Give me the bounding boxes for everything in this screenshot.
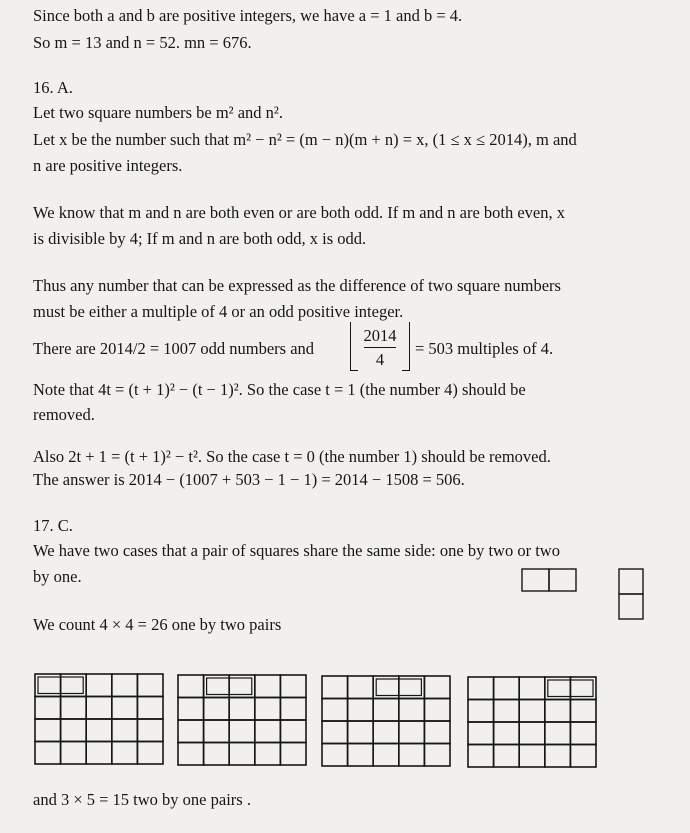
text-line: is divisible by 4; If m and n are both odd, x is odd. — [33, 229, 367, 248]
grid-cell — [322, 744, 348, 767]
question-16-header: 16. A. — [33, 78, 73, 97]
grid-cell — [35, 697, 61, 720]
grid-cell — [229, 698, 255, 721]
grid-cell — [280, 675, 306, 698]
grid-cell — [112, 674, 138, 697]
text-line: Note that 4t = (t + 1)² − (t − 1)². So the case t = 1 (the number 4) should be — [33, 380, 526, 399]
grid-cell — [86, 719, 112, 742]
text-line: We have two cases that a pair of squares share the same side: one by two or two — [33, 541, 560, 560]
grid-cell — [322, 721, 348, 744]
grid-cell — [137, 742, 163, 765]
text-line: Since both a and b are positive integers, we have a = 1 and b = 4. — [33, 6, 463, 25]
grid-cell — [424, 676, 450, 699]
fraction-numerator: 2014 — [363, 326, 397, 345]
grid-cell — [86, 674, 112, 697]
text-line: So m = 13 and n = 52. mn = 676. — [33, 33, 252, 52]
one-by-two-pair-icon — [519, 567, 581, 595]
grid-diagram — [33, 672, 165, 766]
grid-cell — [280, 698, 306, 721]
grid-cell — [112, 719, 138, 742]
grid-cell — [570, 700, 596, 723]
grid-cell — [255, 675, 281, 698]
grid-cell — [468, 700, 494, 723]
grid-cell — [348, 721, 374, 744]
grid-cell — [204, 698, 230, 721]
grid-cell — [61, 719, 87, 742]
grid-cell — [137, 697, 163, 720]
text-line: and 3 × 5 = 15 two by one pairs . — [33, 790, 251, 809]
grid-cell — [255, 743, 281, 766]
text-line: Also 2t + 1 = (t + 1)² − t². So the case t = 0 (the number 1) should be removed. — [33, 447, 551, 466]
grid-cell — [519, 745, 545, 768]
grid-cell — [280, 743, 306, 766]
grid-cell — [229, 720, 255, 743]
grid-cell — [468, 722, 494, 745]
grid-diagram — [176, 673, 308, 767]
grid-cell — [494, 700, 520, 723]
grid-cell — [348, 744, 374, 767]
grid-diagram — [320, 674, 452, 768]
grid-cell — [178, 698, 204, 721]
grid-cell — [468, 745, 494, 768]
grid-cell — [519, 677, 545, 700]
grid-cell — [494, 722, 520, 745]
grid-cell — [204, 743, 230, 766]
grid-cell — [399, 744, 425, 767]
grid-cell — [373, 699, 399, 722]
grid-cell — [178, 743, 204, 766]
grid-cell — [570, 745, 596, 768]
grid-cell — [255, 698, 281, 721]
grid-cell — [545, 700, 571, 723]
grid-cell — [137, 674, 163, 697]
text-line: We know that m and n are both even or are both odd. If m and n are both even, x — [33, 203, 566, 222]
grid-cell — [112, 697, 138, 720]
grid-cell — [494, 745, 520, 768]
grid-cell — [519, 700, 545, 723]
grid-cell — [399, 721, 425, 744]
grid-diagram — [466, 675, 598, 769]
grid-cell — [137, 719, 163, 742]
text-line: must be either a multiple of 4 or an odd positive integer. — [33, 302, 404, 321]
text-line: Thus any number that can be expressed as the difference of two square numbers — [33, 276, 561, 295]
grid-cell — [35, 742, 61, 765]
grid-cell — [545, 745, 571, 768]
grid-cell — [229, 743, 255, 766]
grid-cell — [86, 742, 112, 765]
grid-cell — [348, 676, 374, 699]
grid-cell — [348, 699, 374, 722]
grid-cell — [373, 744, 399, 767]
question-17-header: 17. C. — [33, 516, 73, 535]
grid-cell — [255, 720, 281, 743]
text-line: by one. — [33, 567, 82, 586]
floor-right-bracket — [402, 322, 410, 371]
grid-cell — [61, 697, 87, 720]
grid-cell — [61, 742, 87, 765]
grid-cell — [424, 721, 450, 744]
grid-cell — [399, 699, 425, 722]
grid-cell — [468, 677, 494, 700]
text-line: We count 4 × 4 = 26 one by two pairs — [33, 615, 282, 634]
grid-cell — [204, 720, 230, 743]
text-line: = 503 multiples of 4. — [415, 339, 554, 358]
fraction-bar — [364, 347, 396, 348]
grid-cell — [178, 720, 204, 743]
text-line: There are 2014/2 = 1007 odd numbers and — [33, 339, 315, 358]
text-line: Let two square numbers be m² and n². — [33, 103, 283, 122]
grid-cell — [545, 722, 571, 745]
grid-cell — [424, 699, 450, 722]
floor-fraction — [346, 322, 414, 374]
grid-cell — [373, 721, 399, 744]
text-line: removed. — [33, 405, 95, 424]
grid-cell — [112, 742, 138, 765]
grid-cell — [424, 744, 450, 767]
grid-cell — [280, 720, 306, 743]
grid-cell — [35, 719, 61, 742]
text-line: The answer is 2014 − (1007 + 503 − 1 − 1) = 2014 − 1508 = 506. — [33, 470, 465, 489]
grid-cell — [322, 676, 348, 699]
fraction-denominator: 4 — [375, 350, 385, 369]
grid-cell — [570, 722, 596, 745]
grid-cell — [494, 677, 520, 700]
two-by-one-pair-icon — [615, 567, 647, 623]
text-line: Let x be the number such that m² − n² = (m − n)(m + n) = x, (1 ≤ x ≤ 2014), m and — [33, 130, 577, 149]
grid-cell — [519, 722, 545, 745]
grid-cell — [86, 697, 112, 720]
grid-cell — [322, 699, 348, 722]
text-line: n are positive integers. — [33, 156, 183, 175]
grid-cell — [178, 675, 204, 698]
